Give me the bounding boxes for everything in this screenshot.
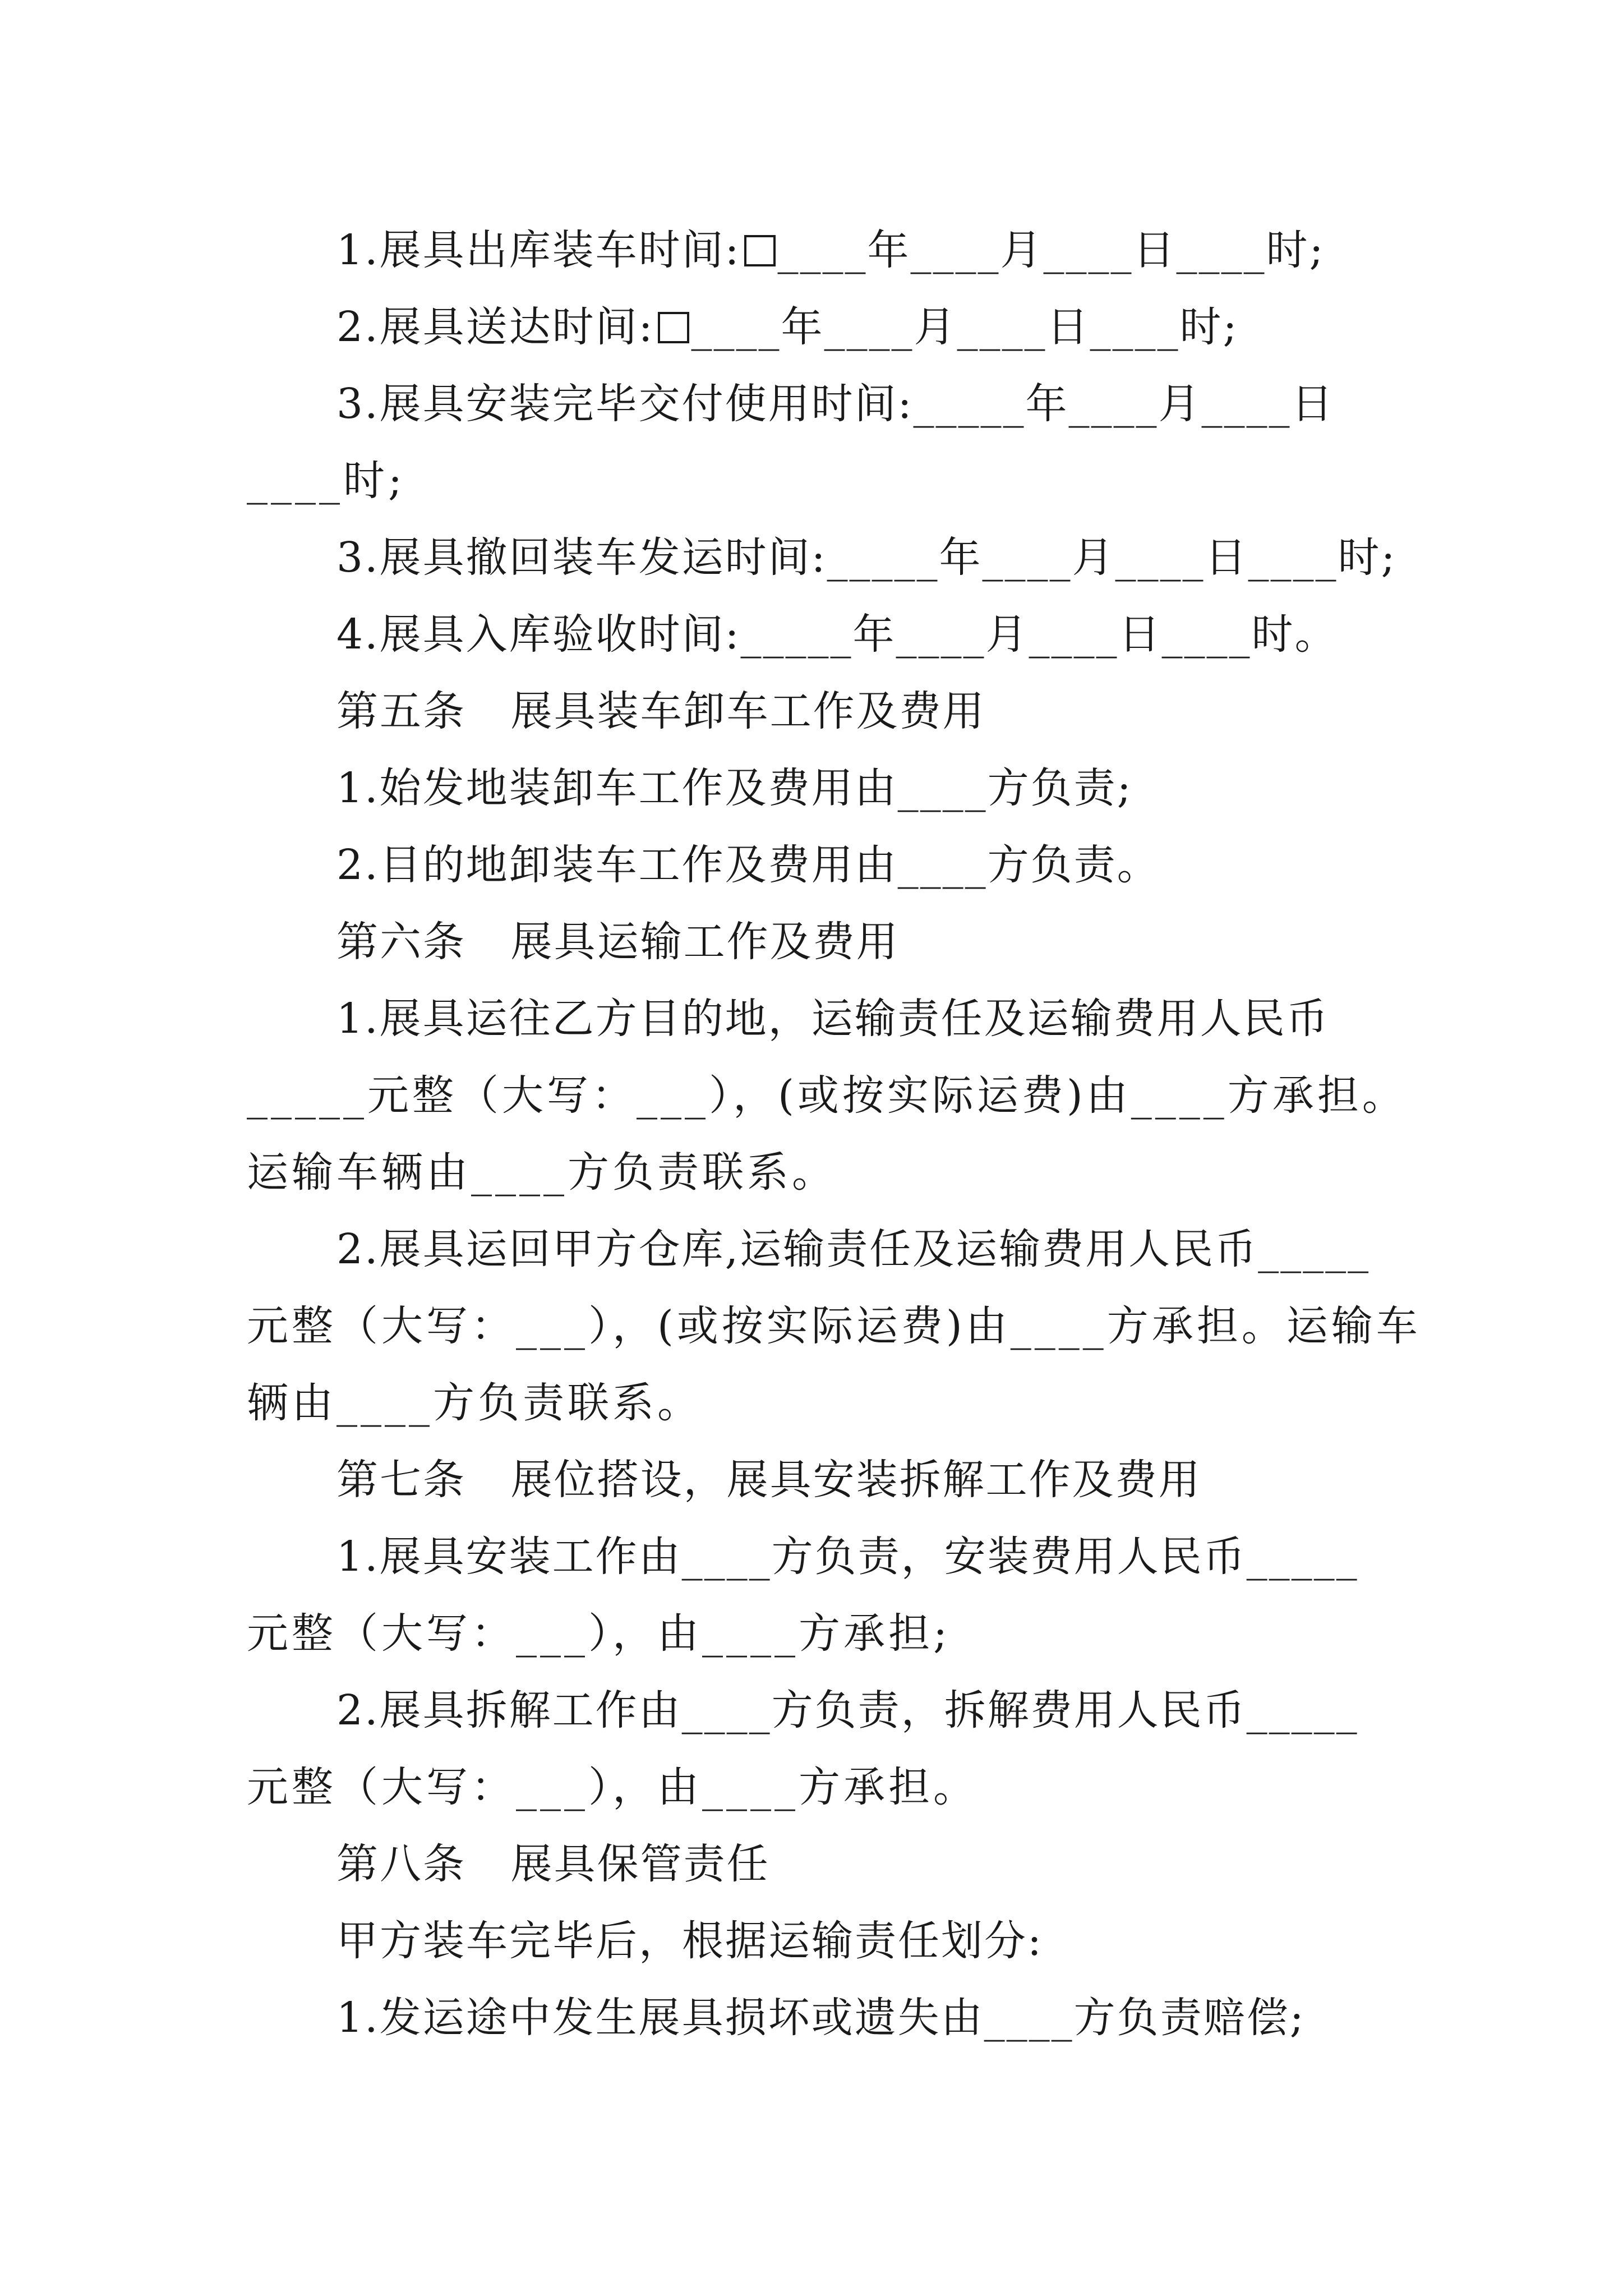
- doc-line-article-6-item-1a: 1.展具运往乙方目的地，运输责任及运输费用人民币: [336, 995, 1330, 1043]
- doc-line-article-7-heading: 第七条 展位搭设，展具安装拆解工作及费用: [336, 1456, 1202, 1504]
- checkbox-icon[interactable]: [744, 235, 776, 266]
- doc-line-article-7-item-1a: 1.展具安装工作由____方负责，安装费用人民币_____: [336, 1533, 1359, 1581]
- contract-page: [247, 212, 1421, 2056]
- doc-line-article-8-heading: 第八条 展具保管责任: [336, 1840, 770, 1888]
- doc-line-article-6-item-1c: 运输车辆由____方负责联系。: [247, 1148, 837, 1197]
- doc-line-time-item-3a: 3.展具安装完毕交付使用时间:_____年____月____日: [336, 380, 1335, 428]
- doc-line-article-7-item-2b: 元整（大写：___），由____方承担。: [247, 1763, 978, 1811]
- doc-line-article-8-intro: 甲方装车完毕后，根据运输责任划分:: [336, 1917, 1043, 1965]
- doc-line-time-item-4: 4.展具入库验收时间:_____年____月____日____时。: [336, 610, 1338, 659]
- doc-line-time-item-3-dup: 3.展具撤回装车发运时间:_____年____月____日____时;: [336, 533, 1397, 582]
- doc-line-article-6-item-2c: 辆由____方负责联系。: [247, 1379, 702, 1427]
- contract-body: [247, 212, 1421, 2056]
- doc-line-time-item-2: [247, 289, 1391, 366]
- doc-line-label: 1.展具出库装车时间:: [336, 226, 741, 274]
- doc-line-article-6-heading: 第六条 展具运输工作及费用: [336, 918, 900, 966]
- doc-line-article-7-item-1b: 元整（大写：___），由____方承担;: [247, 1609, 951, 1658]
- doc-line-article-5-item-2: 2.目的地卸装车工作及费用由____方负责。: [336, 841, 1160, 889]
- checkbox-icon[interactable]: [658, 312, 689, 343]
- doc-line-article-7-item-2a: 2.展具拆解工作由____方负责，拆解费用人民币_____: [336, 1686, 1359, 1734]
- doc-line-blanks: ____年____月____日____时;: [777, 226, 1325, 274]
- doc-line-time-item-3b: ____时;: [247, 457, 405, 505]
- doc-line-article-6-item-1b: _____元整（大写：___），(或按实际运费)由____方承担。: [247, 1071, 1407, 1120]
- doc-line-article-5-item-1: 1.始发地装卸车工作及费用由____方负责;: [336, 764, 1133, 812]
- doc-line-article-6-item-2b: 元整（大写：___），(或按实际运费)由____方承担。运输车: [247, 1302, 1421, 1350]
- doc-line-article-6-item-2a: 2.展具运回甲方仓库,运输责任及运输费用人民币_____: [336, 1225, 1371, 1273]
- doc-line-blanks: ____年____月____日____时;: [691, 303, 1239, 351]
- doc-line-time-item-1: [247, 212, 1391, 289]
- doc-line-label: 2.展具送达时间:: [336, 303, 654, 351]
- doc-line-article-5-heading: 第五条 展具装车卸车工作及费用: [336, 687, 986, 735]
- doc-line-article-8-item-1: 1.发运途中发生展具损坏或遗失由____方负责赔偿;: [336, 1994, 1306, 2042]
